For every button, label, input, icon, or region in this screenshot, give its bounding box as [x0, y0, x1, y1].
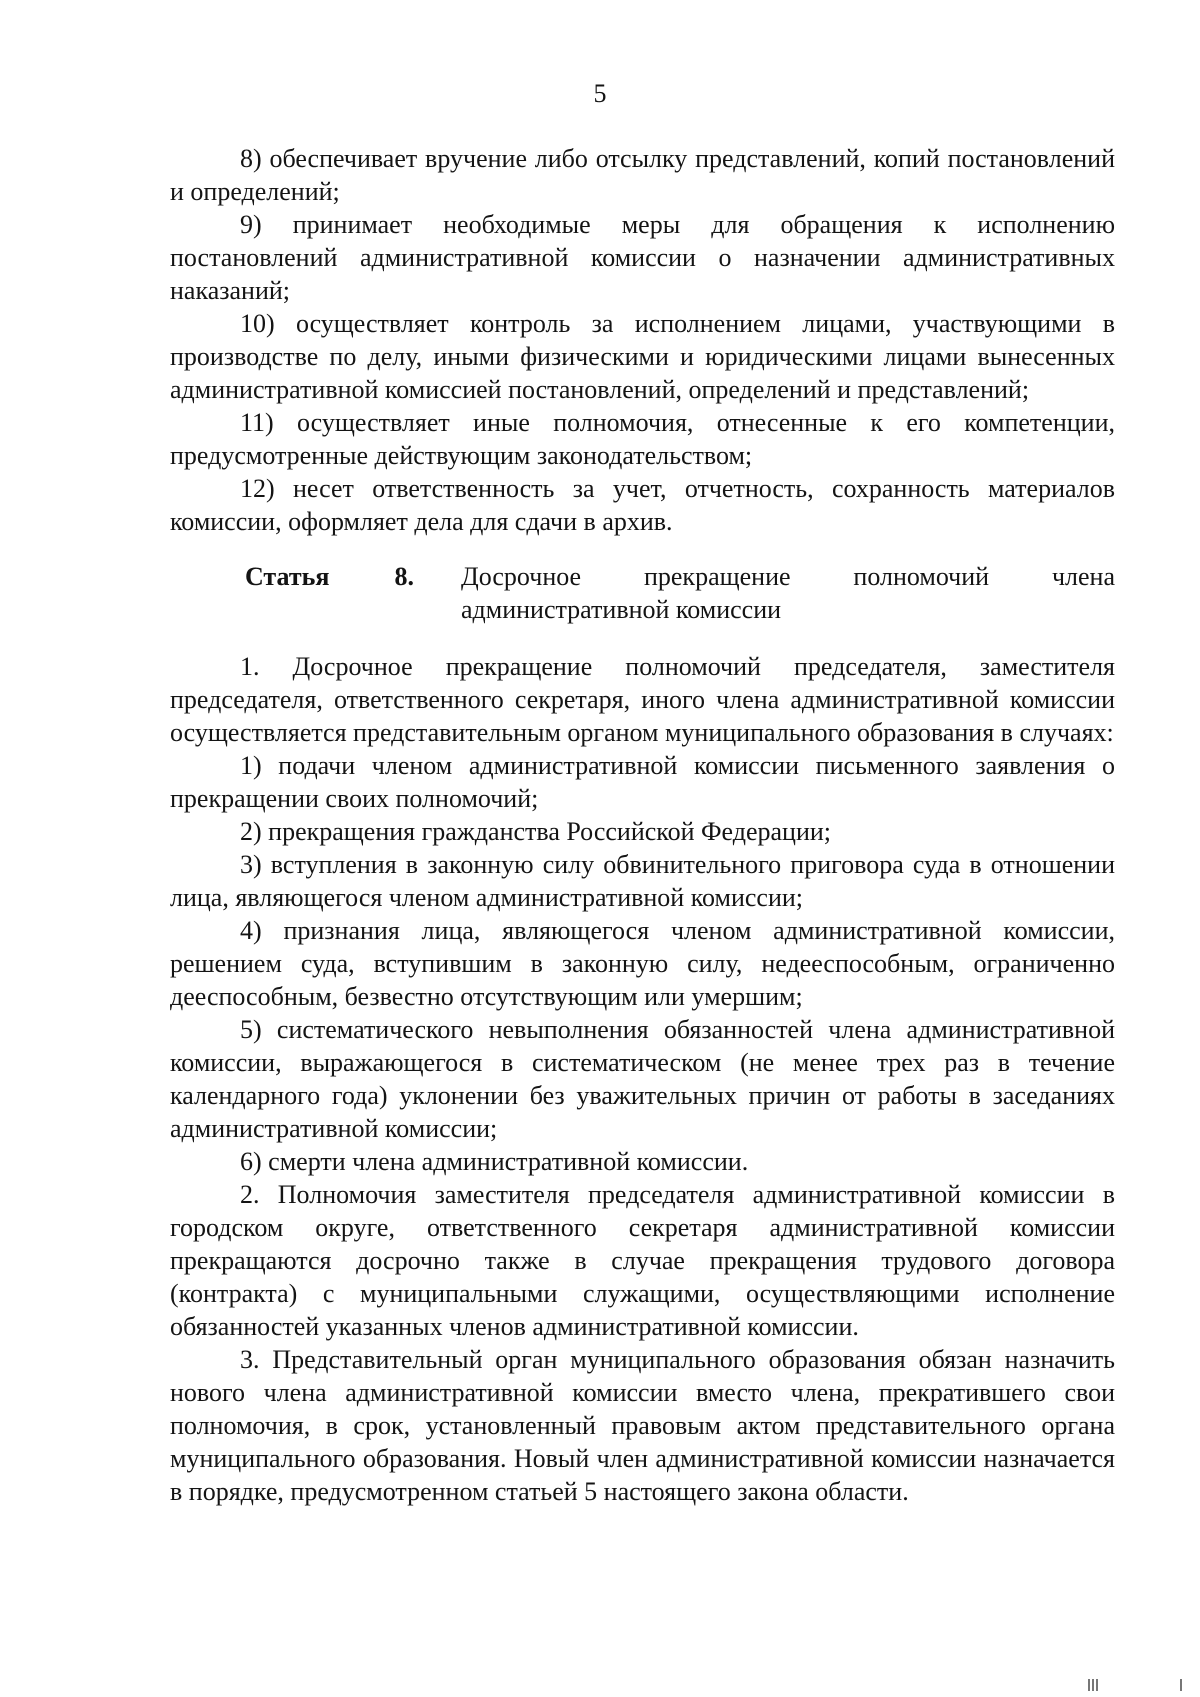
article-label [170, 560, 461, 626]
paragraph-case-1: 1) подачи членом административной комиссии письменного заявления о прекращении своих полномочий; [170, 751, 1115, 813]
paragraph-part-2: 2. Полномочия заместителя председателя административной комиссии в городском округе, ответственного секретаря административной комиссии прекращаются досрочно также в случае прекращения трудового договора (контракта) с муниципальными служащими, осуществляющими исполнение обязанностей указанных членов административной комиссии. [170, 1180, 1115, 1341]
scan-mark [1092, 1679, 1094, 1691]
scan-mark [1088, 1679, 1090, 1691]
article-label-word: Статья [245, 562, 330, 591]
paragraph-part-1: 1. Досрочное прекращение полномочий председателя, заместителя председателя, ответственного секретаря, иного члена административной комиссии осуществляется представительным органом муниципального образования в случаях: [170, 652, 1115, 747]
article-heading [170, 560, 1115, 626]
paragraph-case-3: 3) вступления в законную силу обвинительного приговора суда в отношении лица, являющегося членом административной комиссии; [170, 850, 1115, 912]
paragraph-part-3: 3. Представительный орган муниципального образования обязан назначить нового члена административной комиссии вместо члена, прекратившего свои полномочия, в срок, установленный правовым актом представительного органа муниципального образования. Новый член административной комиссии назначается в порядке, предусмотренном статьей 5 настоящего закона области. [170, 1345, 1115, 1506]
paragraph-case-6: 6) смерти члена административной комиссии. [240, 1147, 749, 1176]
paragraph-case-4: 4) признания лица, являющегося членом административной комиссии, решением суда, вступившим в законную силу, недееспособным, ограниченно дееспособным, безвестно отсутствующим или умершим; [170, 916, 1115, 1011]
paragraph-item-10: 10) осуществляет контроль за исполнением лицами, участвующими в производстве по делу, иными физическими и юридическими лицами вынесенных административной комиссией постановлений, определений и представлений; [170, 309, 1115, 404]
paragraph-case-5: 5) систематического невыполнения обязанностей члена административной комиссии, выражающегося в систематическом (не менее трех раз в течение календарного года) уклонении без уважительных причин от работы в заседаниях административной комиссии; [170, 1015, 1115, 1143]
page-number: 5 [593, 79, 607, 108]
document-body [170, 142, 1115, 1508]
scan-mark [1096, 1679, 1098, 1691]
paragraph-item-11: 11) осуществляет иные полномочия, отнесенные к его компетенции, предусмотренные действующим законодательством; [170, 408, 1115, 470]
scan-mark [1180, 1679, 1182, 1691]
paragraph-item-12: 12) несет ответственность за учет, отчетность, сохранность материалов комиссии, оформляет дела для сдачи в архив. [170, 474, 1115, 536]
article-title [461, 560, 1115, 626]
paragraph-item-8: 8) обеспечивает вручение либо отсылку представлений, копий постановлений и определений; [170, 144, 1115, 206]
article-label-number: 8. [394, 562, 414, 591]
article-title-line2: административной комиссии [461, 595, 782, 624]
paragraph-item-9: 9) принимает необходимые меры для обращения к исполнению постановлений административной комиссии о назначении административных наказаний; [170, 210, 1115, 305]
article-title-line1: Досрочное прекращение полномочий члена [461, 562, 1115, 591]
paragraph-case-2: 2) прекращения гражданства Российской Федерации; [240, 817, 832, 846]
